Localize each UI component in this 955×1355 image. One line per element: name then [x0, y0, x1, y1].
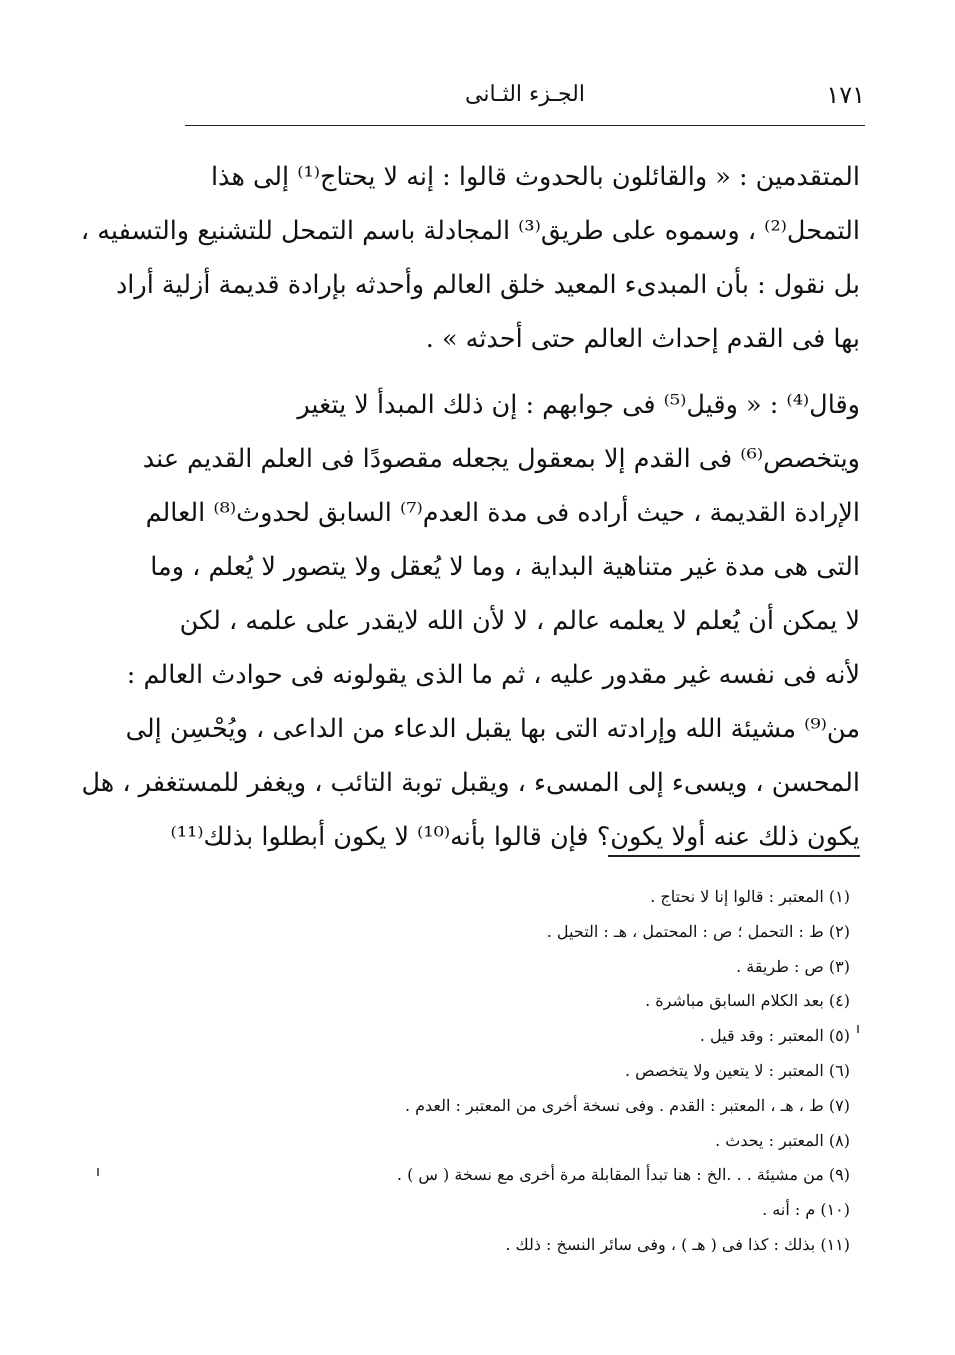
text-line: التمحل⁽²⁾ ، وسموه على طريق⁽³⁾ المجادلة باسم التمحل للتشنيع والتسفيه ،: [80, 216, 860, 246]
footnote-rule: [608, 855, 860, 857]
footnote: (٧) ط ، هـ ، المعتبر : القدم . وفى نسخة أخرى من المعتبر : العدم .: [404, 1095, 850, 1115]
paragraph: [81, 378, 860, 864]
text-line: المتقدمين : « والقائلون بالحدوث قالوا : إنه لا يحتاج⁽¹⁾ إلى هذا: [210, 162, 860, 192]
footnote: (٣) ص : طريقة .: [736, 956, 850, 976]
header-rule: [185, 125, 865, 126]
text-line: ويتخصص⁽⁶⁾ فى القدم إلا بمعقول يجعله مقصودًا فى العلم القديم عند: [142, 444, 860, 474]
footnote: (٨) المعتبر : يحدث .: [715, 1130, 850, 1150]
text-line: لا يمكن أن يُعلم لا يعلمه عالم ، لا لأن الله لايقدر على علمه ، لكن: [179, 606, 860, 636]
main-text: [80, 150, 860, 864]
text-line: المحسن ، ويسىء إلى المسىء ، ويقبل توبة التائب ، ويغفر للمستغفر ، هل: [81, 768, 860, 798]
text-line: يكون ذلك عنه أولا يكون؟ فإن قالوا بأنه⁽¹⁰⁾ لا يكون أبطلوا بذلك⁽¹¹⁾: [170, 822, 860, 852]
running-title: الجـزء الثـانى: [464, 82, 585, 107]
page-number: ١٧١: [826, 81, 865, 109]
text-line: لأنه فى نفسه غير مقدور عليه ، ثم ما الذى يقولونه فى حوادث العالم :: [126, 660, 860, 690]
text-line: من⁽⁹⁾ مشيئة الله وإرادته التى بها يقبل الدعاء من الداعى ، ويُحْسِن إلى: [125, 714, 860, 744]
paragraph: [80, 150, 860, 366]
footnote: (٢) ط : التحمل ؛ ص : المحتمل ، هـ : التحيل .: [546, 921, 850, 941]
footnote: (١٠) م : أنه .: [762, 1200, 850, 1220]
text-line: الإرادة القديمة ، حيث أراده فى مدة العدم⁽⁷⁾ السابق لحدوث⁽⁸⁾ العالم: [145, 498, 860, 528]
page-header: [185, 78, 865, 114]
text-line: التى هى مدة غير متناهية البداية ، وما لا يُعقل ولا يتصور لا يُعلم ، وما: [150, 552, 860, 582]
footnotes: [190, 880, 850, 1263]
text-line: بل نقول : بأن المبدىء المعيد خلق العالم وأحدثه بإرادة قديمة أزلية أراد: [115, 270, 860, 300]
footnote: (٤) بعد الكلام السابق مباشرة .: [645, 991, 850, 1011]
text-line: وقال⁽⁴⁾ : « وقيل⁽⁵⁾ فى جوابهم : إن ذلك المبدأ لا يتغير: [297, 390, 860, 420]
footnote: (٩) من مشيئة . . .الخ : هنا تبدأ المقابلة مرة أخرى مع نسخة ( س ) .: [396, 1165, 850, 1185]
scan-speck: [857, 1025, 859, 1033]
footnote: (١) المعتبر : قالوا إنا لا نحتاج .: [650, 887, 850, 906]
scan-speck: [97, 1168, 99, 1176]
footnote: (٦) المعتبر : لا يتعين ولا يتخصص .: [624, 1060, 850, 1080]
text-line: بها فى القدم إحداث العالم حتى أحدثه » .: [425, 324, 860, 354]
footnote: (٥) المعتبر : وقد قيل .: [699, 1026, 850, 1046]
footnote: (١١) بذلك : كذا فى ( هـ ) ، وفى سائر النسخ : ذلك .: [505, 1234, 850, 1254]
